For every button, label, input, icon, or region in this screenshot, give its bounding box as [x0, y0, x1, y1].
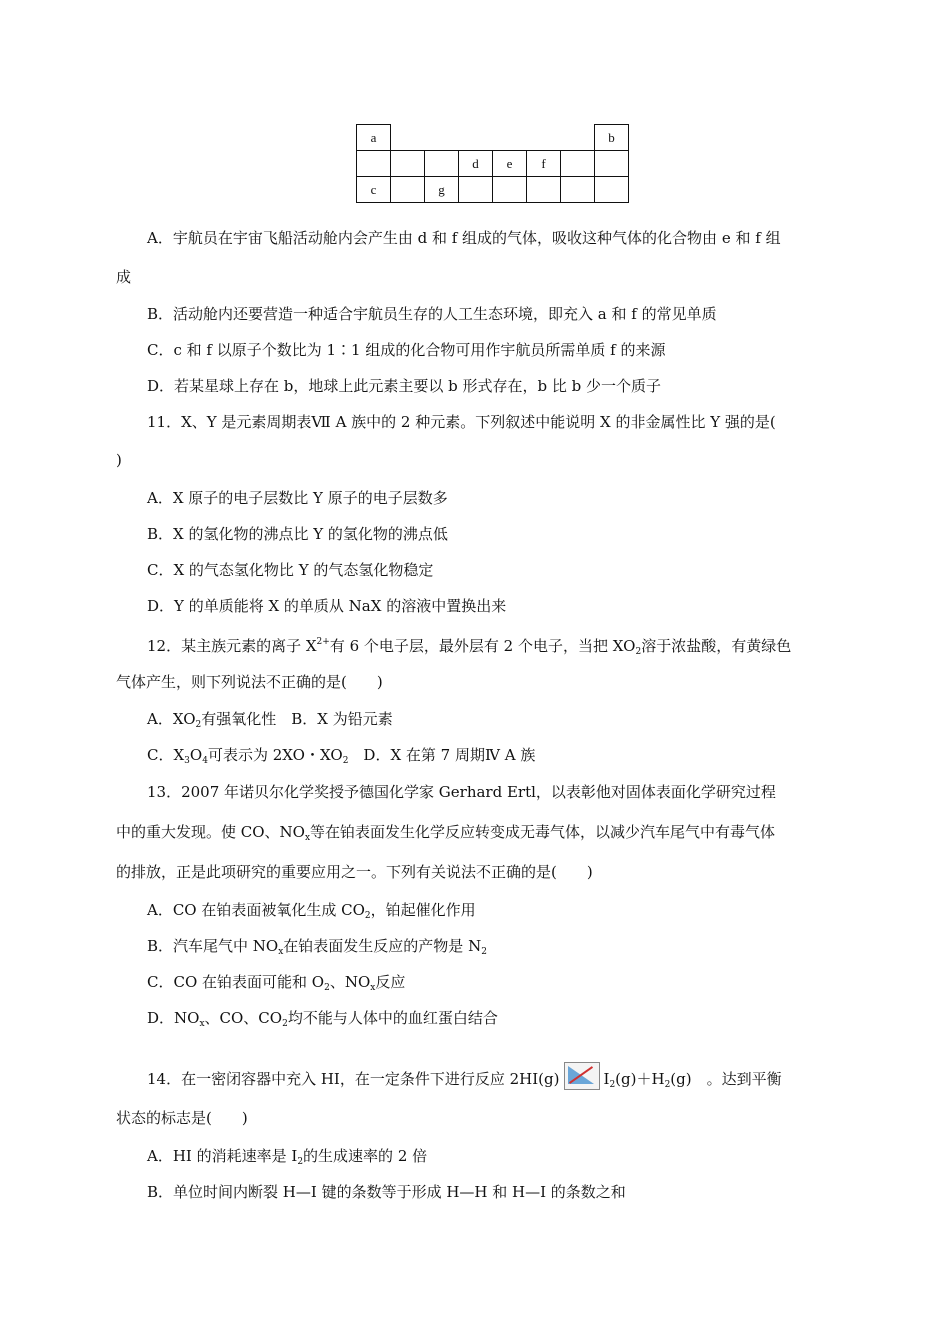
cell-b: b: [595, 125, 629, 151]
q13-stem-cont-1: 中的重大发现。使 CO、$NO_x$等在铂表面发生化学反应转变成无毒气体，以减少汽车尾气中有毒气体: [116, 823, 776, 843]
q14-option-a: A．HI 的消耗速率是 $I_2$的生成速率的 2 倍: [147, 1147, 428, 1167]
q12-stem: 12．某主族元素的离子 $X^{2+}$有 6 个电子层，最外层有 2 个电子，当把 $XO_2$溶于浓盐酸，有黄绿色: [147, 637, 792, 657]
q11-option-c: C．X 的气态氢化物比 Y 的气态氢化物稳定: [147, 561, 434, 579]
q13-option-a: A．CO 在铂表面被氧化生成 $CO_2$，铂起催化作用: [147, 901, 476, 921]
equilibrium-arrow-icon: [564, 1062, 600, 1090]
table-cell: [391, 151, 425, 177]
table-cell: [357, 151, 391, 177]
table-cell: [595, 177, 629, 203]
q12-options-ab: A．$XO_2$有强氧化性 B．X 为铅元素: [147, 710, 393, 730]
cell-g: g: [425, 177, 459, 203]
table-cell: [459, 177, 493, 203]
q12-stem-cont: 气体产生，则下列说法不正确的是( ): [116, 673, 383, 691]
q14-stem: 14．在一密闭容器中充入 HI，在一定条件下进行反应 2HI(g) $I_2(g)+H_2(g)$ 。达到平衡: [147, 1062, 782, 1095]
q11-stem: 11．X、Y 是元素周期表Ⅶ A 族中的 2 种元素。下列叙述中能说明 X 的非金属性比 Y 强的是(: [147, 413, 776, 431]
q10-option-d: D．若某星球上存在 b，地球上此元素主要以 b 形式存在，b 比 b 少一个质子: [147, 377, 662, 395]
cell-d: d: [459, 151, 493, 177]
q10-option-b: B．活动舱内还要营造一种适合宇航员生存的人工生态环境，即充入 a 和 f 的常见单质: [147, 305, 717, 323]
q11-stem-cont: ): [116, 451, 122, 469]
table-cell: [493, 177, 527, 203]
q10-option-a-cont: 成: [116, 268, 132, 286]
table-cell: [391, 177, 425, 203]
q10-option-a: A．宇航员在宇宙飞船活动舱内会产生由 d 和 f 组成的气体，吸收这种气体的化合物由 e 和 f 组: [147, 229, 781, 247]
q10-option-c: C．c 和 f 以原子个数比为 1∶1 组成的化合物可用作宇航员所需单质 f 的来源: [147, 341, 666, 359]
q13-option-d: D．$NO_x$、CO、$CO_2$均不能与人体中的血红蛋白结合: [147, 1009, 498, 1029]
q14-stem-cont: 状态的标志是( ): [116, 1109, 248, 1127]
periodic-table-fragment: [356, 124, 629, 203]
q13-stem: 13．2007 年诺贝尔化学奖授予德国化学家 Gerhard Ertl，以表彰他对固体表面化学研究过程: [147, 783, 776, 801]
cell-a: a: [357, 125, 391, 151]
q14-option-b: B．单位时间内断裂 H—I 键的条数等于形成 H—H 和 H—I 的条数之和: [147, 1183, 626, 1201]
q11-option-d: D．Y 的单质能将 X 的单质从 NaX 的溶液中置换出来: [147, 597, 507, 615]
table-cell: [527, 177, 561, 203]
q11-option-b: B．X 的氢化物的沸点比 Y 的氢化物的沸点低: [147, 525, 448, 543]
cell-f: f: [527, 151, 561, 177]
q13-option-c: C．CO 在铂表面可能和 $O_2$、$NO_x$反应: [147, 973, 406, 993]
q13-stem-cont-2: 的排放，正是此项研究的重要应用之一。下列有关说法不正确的是( ): [116, 863, 593, 881]
q11-option-a: A．X 原子的电子层数比 Y 原子的电子层数多: [147, 489, 448, 507]
table-cell: [425, 151, 459, 177]
table-cell: [595, 151, 629, 177]
cell-e: e: [493, 151, 527, 177]
table-cell: [561, 177, 595, 203]
table-cell: [561, 151, 595, 177]
q12-options-cd: C．$X_3O_4$可表示为 2XO・$XO_2$ D．X 在第 7 周期Ⅳ A 族: [147, 746, 536, 766]
cell-c: c: [357, 177, 391, 203]
q13-option-b: B．汽车尾气中 $NO_x$在铂表面发生反应的产物是 $N_2$: [147, 937, 487, 957]
